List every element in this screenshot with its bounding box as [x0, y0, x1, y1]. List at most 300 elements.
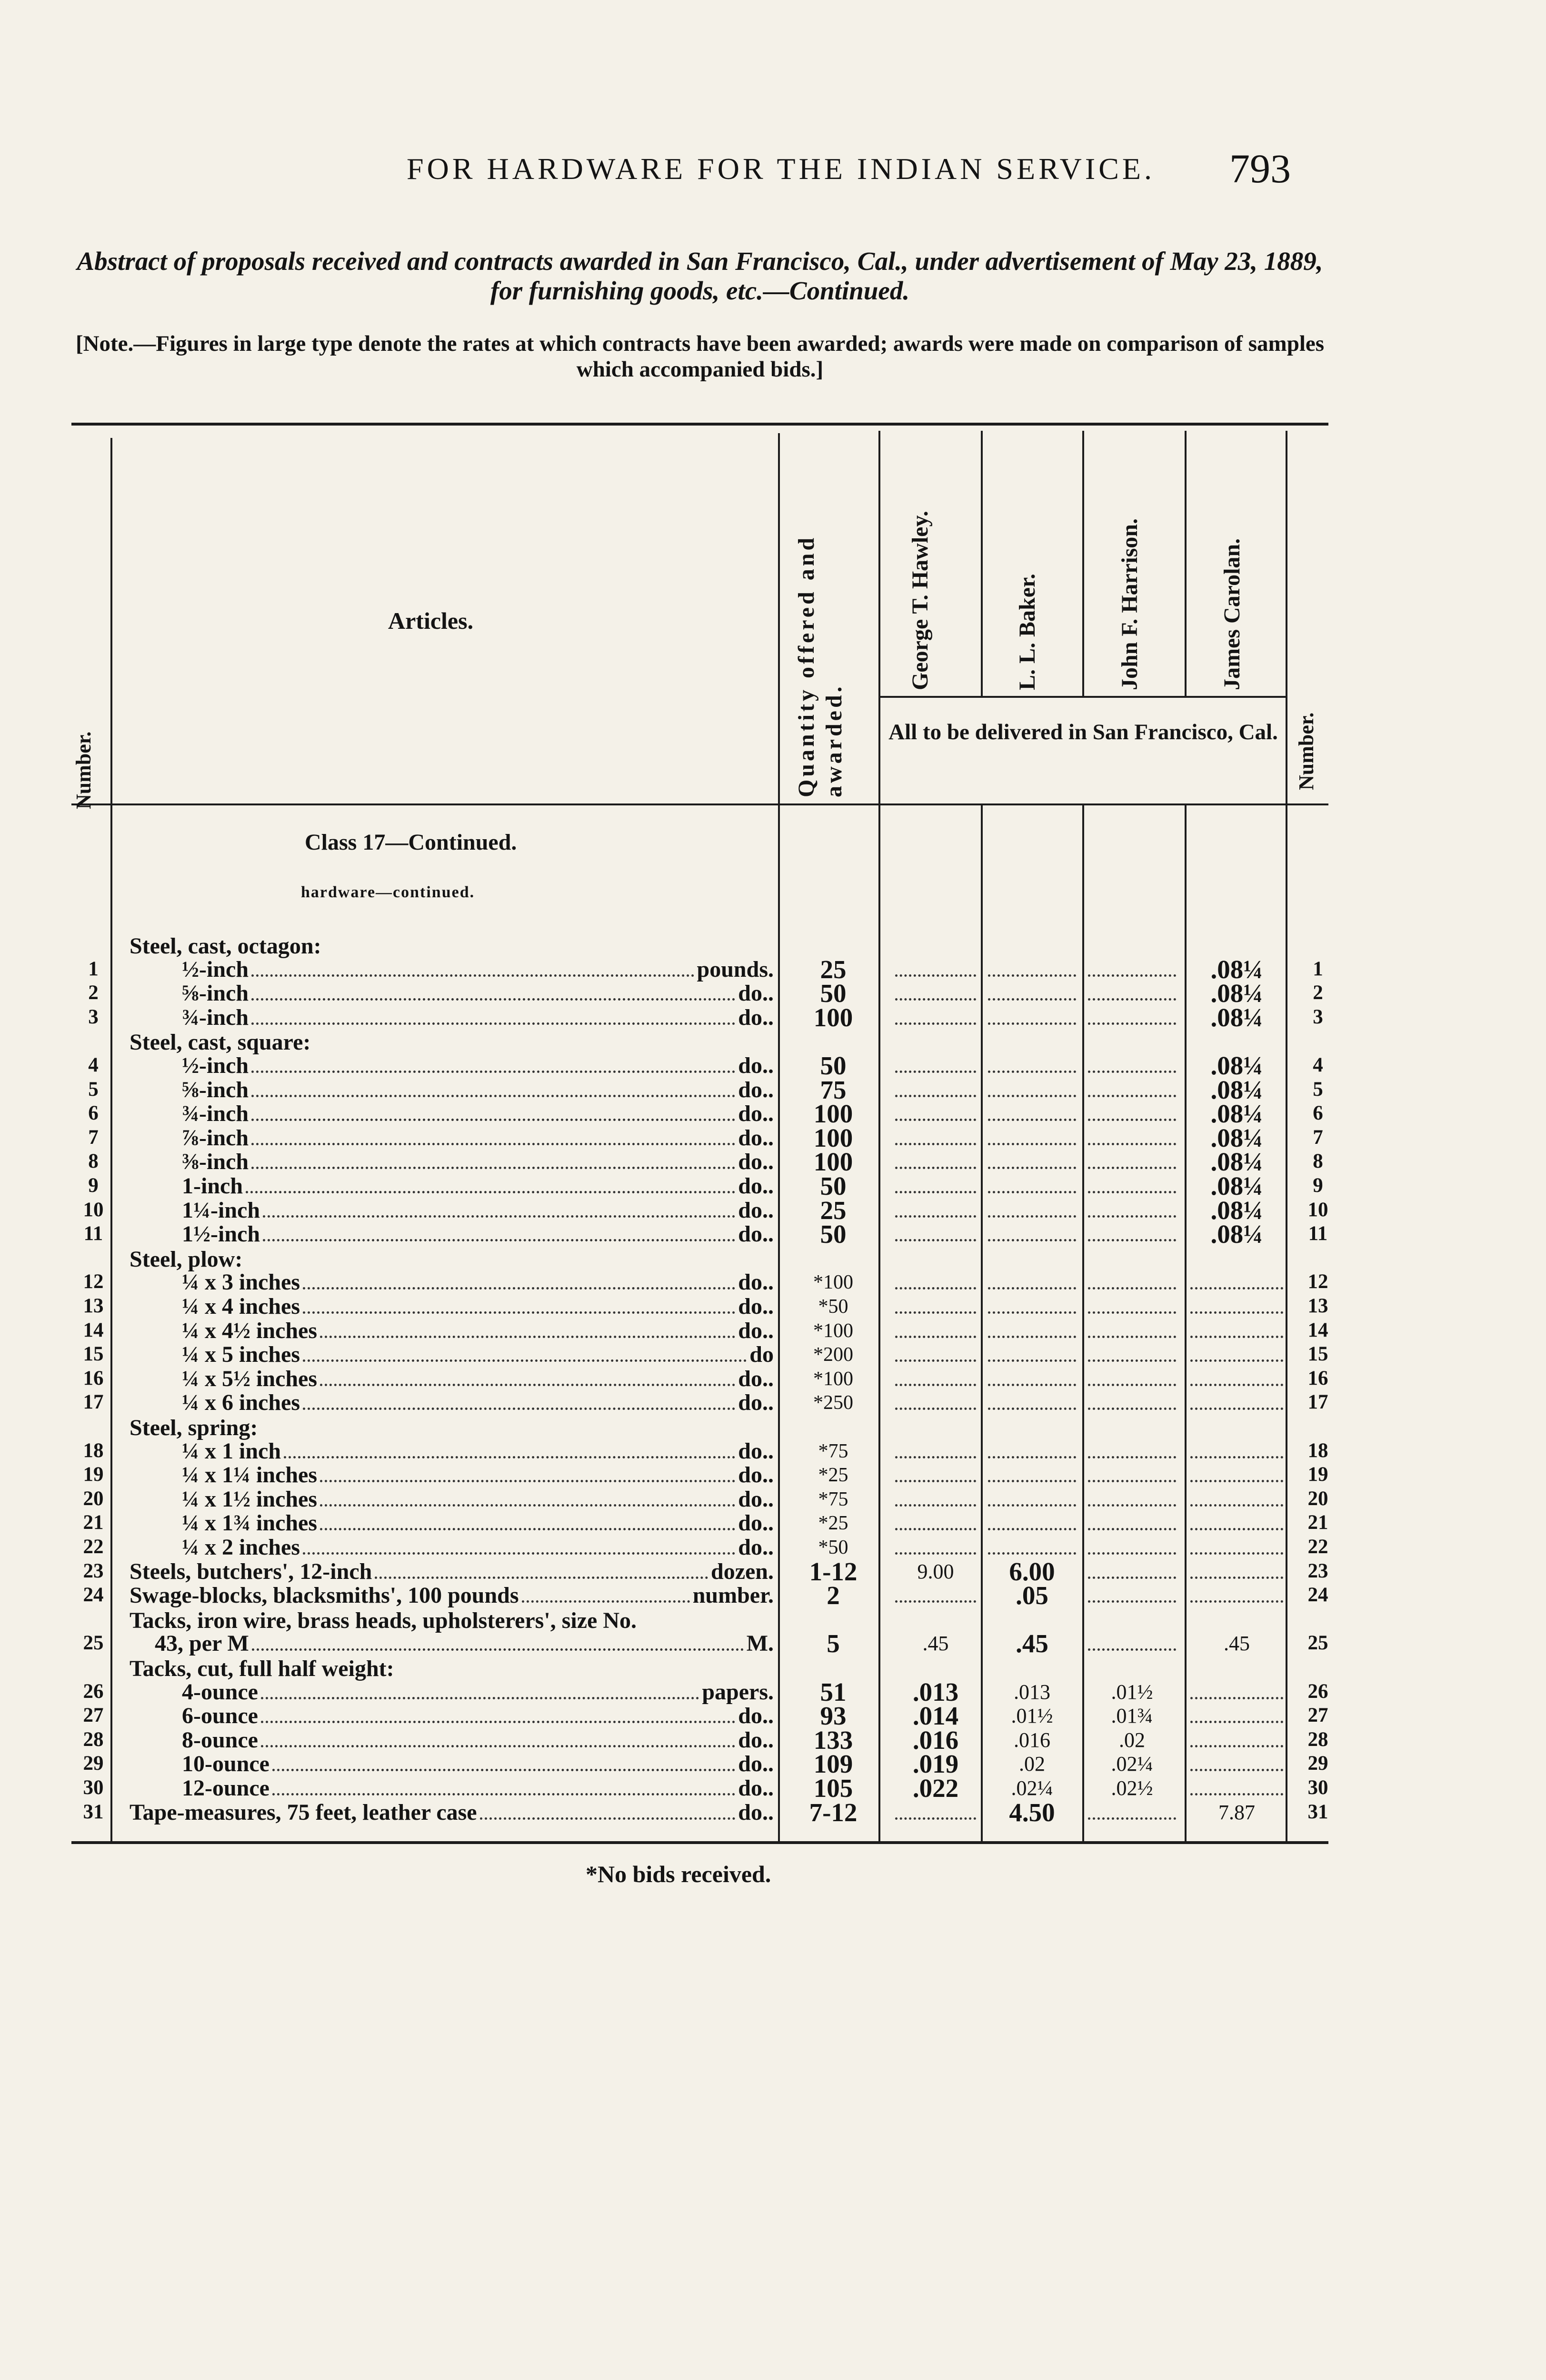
bid-empty-cell: [895, 1405, 976, 1410]
unit-label: M.: [746, 1631, 774, 1656]
article-cell: [182, 1367, 774, 1391]
unit-label: do..: [738, 1511, 774, 1536]
row-number-right: 1: [1313, 958, 1323, 980]
bid-empty-cell: [895, 1597, 976, 1603]
unit-label: do..: [738, 981, 774, 1006]
bid-empty-cell: [895, 1236, 976, 1241]
unit-label: number.: [692, 1583, 774, 1608]
article-cell: [182, 1270, 774, 1295]
quantity-cell: *100: [813, 1320, 853, 1342]
quantity-cell: *100: [813, 1368, 853, 1390]
header-delivery-location: All to be delivered in San Francisco, Cal.: [888, 720, 1278, 744]
row-number: 15: [83, 1343, 104, 1365]
article-name: ¼ x 1½ inches: [182, 1487, 318, 1512]
header-articles: Articles.: [388, 607, 474, 634]
article-name: 8-ounce: [182, 1728, 258, 1753]
row-number: 7: [88, 1126, 99, 1149]
bid-empty-cell: [1190, 1597, 1283, 1603]
article-name: 1¼-inch: [182, 1198, 260, 1223]
bid-empty-cell: [1088, 1646, 1176, 1651]
row-number-right: 7: [1313, 1126, 1323, 1149]
article-cell: [182, 1101, 774, 1126]
row-number-right: 8: [1313, 1150, 1323, 1172]
bid-empty-cell: [895, 1381, 976, 1386]
article-name: ¼ x 5 inches: [182, 1342, 300, 1367]
article-cell: [182, 1776, 774, 1801]
bid-empty-cell: [1088, 1020, 1176, 1025]
row-number-right: 27: [1307, 1704, 1328, 1726]
bid-empty-cell: [895, 1092, 976, 1097]
row-number: 20: [83, 1488, 104, 1510]
quantity-cell: *200: [813, 1344, 853, 1366]
bid-empty-cell: [988, 1477, 1076, 1482]
article-name: ¼ x 5½ inches: [182, 1367, 318, 1391]
article-cell: [182, 1078, 774, 1102]
bid-empty-cell: [1088, 972, 1176, 977]
row-number-right: 22: [1307, 1536, 1328, 1558]
row-number: 19: [83, 1463, 104, 1486]
row-number-right: 21: [1307, 1511, 1328, 1534]
row-number: 4: [88, 1054, 99, 1076]
article-name: ⅝-inch: [182, 1078, 249, 1102]
dot-leader: [261, 1697, 699, 1699]
abstract-heading: Abstract of proposals received and contracts awarded in San Francisco, Cal., under advertisement of May 23, 1889, for furnishing goods, etc.—Continued.: [77, 247, 1323, 305]
row-number-right: 15: [1307, 1343, 1328, 1365]
article-cell: [182, 1439, 774, 1464]
bid-empty-cell: [895, 1212, 976, 1218]
unit-label: do..: [738, 1487, 774, 1512]
award-note: [Note.—Figures in large type denote the rates at which contracts have been awarded; awards were made on comparison of samples which accompanied bids.]: [75, 331, 1325, 382]
unit-label: dozen.: [711, 1559, 774, 1584]
bid-price-cell: .45: [922, 1632, 949, 1655]
bid-empty-cell: [988, 1236, 1076, 1241]
bid-empty-cell: [895, 1453, 976, 1458]
bid-price-cell: .02: [1119, 1728, 1145, 1752]
quantity-cell: 51: [820, 1677, 847, 1706]
bid-empty-cell: [1088, 1068, 1176, 1073]
unit-label: do..: [738, 1319, 774, 1343]
row-number-right: 12: [1307, 1270, 1328, 1293]
bid-empty-cell: [1190, 1381, 1283, 1386]
bid-empty-cell: [895, 1116, 976, 1121]
bid-price-cell: .013: [1014, 1680, 1050, 1704]
row-number: 31: [83, 1801, 104, 1823]
column-rule: [1082, 805, 1084, 1841]
row-number-right: 16: [1307, 1367, 1328, 1389]
unit-label: do..: [738, 1704, 774, 1728]
bid-price-cell: .02½: [1111, 1776, 1153, 1800]
article-name: ¼ x 3 inches: [182, 1270, 300, 1295]
dot-leader: [303, 1311, 735, 1314]
unit-label: do..: [738, 1535, 774, 1560]
article-cell: [182, 1728, 774, 1753]
bid-empty-cell: [988, 1140, 1076, 1145]
bid-price-cell: 9.00: [917, 1560, 954, 1583]
bid-price-cell: .08¼: [1210, 1003, 1263, 1032]
bid-price-cell: .016: [912, 1726, 959, 1755]
column-rule: [1082, 431, 1084, 696]
unit-label: pounds.: [697, 957, 774, 982]
bid-empty-cell: [988, 1525, 1076, 1530]
article-cell: [182, 1319, 774, 1343]
bid-price-cell: .016: [1014, 1728, 1050, 1752]
dot-leader: [251, 974, 694, 977]
bid-empty-cell: [988, 1020, 1076, 1025]
row-number: 26: [83, 1680, 104, 1703]
bid-empty-cell: [988, 1284, 1076, 1289]
bid-price-cell: .08¼: [1210, 1123, 1263, 1152]
quantity-cell: 109: [813, 1749, 853, 1778]
dot-leader: [320, 1480, 735, 1482]
group-heading: Steel, plow:: [130, 1247, 243, 1272]
bid-empty-cell: [1190, 1549, 1283, 1555]
bid-empty-cell: [1088, 1597, 1176, 1603]
bid-empty-cell: [988, 1501, 1076, 1507]
page-number: 793: [1229, 146, 1291, 191]
bid-empty-cell: [1088, 1092, 1176, 1097]
table-top-rule: [71, 423, 1328, 426]
unit-label: do..: [738, 1270, 774, 1295]
article-cell: [182, 1487, 774, 1512]
bid-empty-cell: [988, 1453, 1076, 1458]
unit-label: do..: [738, 1174, 774, 1199]
quantity-cell: 75: [820, 1075, 847, 1104]
bid-empty-cell: [895, 1309, 976, 1314]
group-heading: Steel, cast, octagon:: [130, 933, 321, 959]
bid-empty-cell: [988, 1549, 1076, 1555]
quantity-cell: 100: [813, 1147, 853, 1176]
dot-leader: [251, 1119, 735, 1121]
dot-leader: [252, 1648, 744, 1651]
row-number: 5: [88, 1078, 99, 1101]
quantity-cell: 100: [813, 1099, 853, 1128]
row-number-right: 26: [1307, 1680, 1328, 1703]
quantity-cell: *75: [818, 1488, 848, 1510]
quantity-cell: 25: [820, 955, 847, 984]
quantity-cell: *50: [818, 1296, 848, 1318]
dot-leader: [284, 1456, 735, 1458]
row-number-right: 20: [1307, 1488, 1328, 1510]
row-number: 18: [83, 1439, 104, 1462]
bid-empty-cell: [1088, 1164, 1176, 1169]
article-cell: [182, 1463, 774, 1488]
unit-label: do..: [738, 1439, 774, 1464]
group-heading: Tacks, cut, full half weight:: [130, 1656, 394, 1681]
bid-empty-cell: [1088, 1116, 1176, 1121]
unit-label: do..: [738, 1776, 774, 1801]
row-number: 30: [83, 1776, 104, 1799]
quantity-cell: *75: [818, 1440, 848, 1462]
column-rule: [1286, 431, 1287, 1841]
bid-price-cell: .08¼: [1210, 979, 1263, 1008]
article-name: 12-ounce: [182, 1776, 269, 1801]
article-cell: [182, 1390, 774, 1415]
bid-empty-cell: [1190, 1405, 1283, 1410]
bid-price-cell: 6.00: [1009, 1557, 1055, 1586]
dot-leader: [303, 1552, 735, 1555]
article-name: ¼ x 1¼ inches: [182, 1463, 318, 1488]
bid-empty-cell: [1088, 1236, 1176, 1241]
dot-leader: [320, 1336, 735, 1338]
row-number-right: 24: [1307, 1584, 1328, 1606]
row-number-right: 11: [1308, 1222, 1328, 1245]
article-cell: [155, 1631, 774, 1656]
bid-price-cell: .08¼: [1210, 1171, 1263, 1200]
article-cell: [182, 1752, 774, 1776]
bid-empty-cell: [1088, 1333, 1176, 1338]
bid-price-cell: .01½: [1111, 1680, 1153, 1704]
bid-empty-cell: [1190, 1333, 1283, 1338]
bid-price-cell: .013: [912, 1677, 959, 1706]
bid-empty-cell: [988, 1381, 1076, 1386]
bid-price-cell: 4.50: [1009, 1798, 1055, 1827]
quantity-cell: *250: [813, 1392, 853, 1414]
bid-price-cell: .45: [1224, 1632, 1250, 1655]
article-name: 1-inch: [182, 1174, 243, 1199]
row-number: 11: [83, 1222, 103, 1245]
article-cell: [182, 1342, 774, 1367]
article-cell: [182, 1511, 774, 1536]
quantity-cell: 50: [820, 1171, 847, 1200]
dot-leader: [303, 1408, 735, 1410]
header-bidder-harrison: John F. Harrison.: [1117, 518, 1142, 690]
bid-price-cell: .08¼: [1210, 1147, 1263, 1176]
bid-empty-cell: [988, 1092, 1076, 1097]
quantity-cell: 50: [820, 979, 847, 1008]
article-name: ½-inch: [182, 1053, 249, 1078]
row-number-right: 19: [1307, 1463, 1328, 1486]
dot-leader: [251, 1022, 735, 1025]
article-cell: [182, 1535, 774, 1560]
bid-empty-cell: [988, 1333, 1076, 1338]
article-name: 4-ounce: [182, 1680, 258, 1705]
unit-label: do..: [738, 1752, 774, 1776]
bid-empty-cell: [895, 1549, 976, 1555]
class-title-text: Class 17—Continued.: [305, 830, 517, 855]
article-cell: [182, 1222, 774, 1247]
bid-empty-cell: [895, 1815, 976, 1820]
article-name: ⅜-inch: [182, 1150, 249, 1174]
row-number: 17: [83, 1391, 104, 1413]
row-number-right: 17: [1307, 1391, 1328, 1413]
quantity-cell: *25: [818, 1464, 848, 1486]
unit-label: do..: [738, 1367, 774, 1391]
bid-empty-cell: [895, 995, 976, 1001]
bid-empty-cell: [988, 995, 1076, 1001]
article-name: Steels, butchers', 12-inch: [130, 1559, 372, 1584]
article-cell: [182, 981, 774, 1006]
bid-empty-cell: [1088, 1549, 1176, 1555]
article-cell: [182, 1150, 774, 1174]
row-number: 6: [88, 1102, 99, 1124]
bid-empty-cell: [988, 1068, 1076, 1073]
article-name: ¾-inch: [182, 1005, 249, 1030]
bid-empty-cell: [1088, 1309, 1176, 1314]
row-number: 9: [88, 1174, 99, 1197]
dot-leader: [251, 1095, 735, 1097]
article-name: ¼ x 4 inches: [182, 1294, 300, 1319]
row-number-right: 14: [1307, 1319, 1328, 1341]
row-number: 8: [88, 1150, 99, 1172]
article-name: ¾-inch: [182, 1101, 249, 1126]
row-number-right: 5: [1313, 1078, 1323, 1101]
bid-empty-cell: [895, 1188, 976, 1193]
article-cell: [182, 1680, 774, 1705]
unit-label: do..: [738, 1390, 774, 1415]
article-cell: [130, 1583, 774, 1608]
unit-label: do..: [738, 1126, 774, 1150]
bid-empty-cell: [1088, 1405, 1176, 1410]
bid-empty-cell: [988, 1357, 1076, 1362]
unit-label: do..: [738, 1800, 774, 1825]
unit-label: do..: [738, 1222, 774, 1247]
article-name: 10-ounce: [182, 1752, 269, 1776]
quantity-cell: 5: [827, 1629, 840, 1658]
unit-label: papers.: [702, 1680, 774, 1705]
bid-price-cell: .08¼: [1210, 1051, 1263, 1080]
article-cell: [182, 957, 774, 982]
quantity-cell: 50: [820, 1051, 847, 1080]
bid-price-cell: 7.87: [1218, 1801, 1255, 1824]
bidder-name-rule: [880, 696, 1287, 698]
bid-price-cell: .01½: [1011, 1704, 1053, 1727]
quantity-cell: 1-12: [809, 1557, 858, 1586]
article-name: ¼ x 2 inches: [182, 1535, 300, 1560]
bid-empty-cell: [895, 1164, 976, 1169]
dot-leader: [272, 1769, 735, 1771]
row-number: 24: [83, 1584, 104, 1606]
unit-label: do: [749, 1342, 774, 1367]
bid-empty-cell: [1190, 1790, 1283, 1795]
article-cell: [182, 1174, 774, 1199]
article-name: ¼ x 6 inches: [182, 1390, 300, 1415]
bid-empty-cell: [988, 1188, 1076, 1193]
article-cell: [182, 1704, 774, 1728]
article-cell: [182, 1053, 774, 1078]
article-cell: [182, 1198, 774, 1223]
dot-leader: [522, 1600, 690, 1603]
bid-empty-cell: [1088, 1188, 1176, 1193]
article-cell: [182, 1005, 774, 1030]
article-name: ⅞-inch: [182, 1126, 249, 1150]
unit-label: do..: [738, 1053, 774, 1078]
dot-leader: [251, 1167, 735, 1169]
article-name: ½-inch: [182, 957, 249, 982]
dot-leader: [246, 1191, 735, 1193]
bid-price-cell: .014: [912, 1701, 959, 1730]
bid-empty-cell: [1190, 1525, 1283, 1530]
bid-empty-cell: [1088, 1815, 1176, 1820]
dot-leader: [320, 1504, 735, 1507]
bid-empty-cell: [988, 1405, 1076, 1410]
article-continuation: Tacks, iron wire, brass heads, upholsterers', size No.: [130, 1608, 637, 1633]
dot-leader: [375, 1577, 708, 1579]
quantity-cell: *100: [813, 1271, 853, 1293]
row-number: 10: [83, 1199, 104, 1221]
bid-price-cell: .02: [1019, 1752, 1045, 1775]
row-number: 13: [83, 1295, 104, 1317]
bid-empty-cell: [1190, 1284, 1283, 1289]
dot-leader: [480, 1817, 736, 1820]
bid-empty-cell: [895, 972, 976, 977]
row-number: 14: [83, 1319, 104, 1341]
bid-price-cell: .08¼: [1210, 1196, 1263, 1225]
header-bidder-hawley: George T. Hawley.: [908, 511, 933, 690]
article-name: ⅝-inch: [182, 981, 249, 1006]
bid-empty-cell: [1088, 1453, 1176, 1458]
bid-empty-cell: [1088, 1357, 1176, 1362]
article-name: 43, per M: [155, 1631, 249, 1656]
row-number-right: 30: [1307, 1776, 1328, 1799]
bid-empty-cell: [895, 1477, 976, 1482]
header-bidder-carolan: James Carolan.: [1219, 538, 1245, 690]
bid-empty-cell: [895, 1357, 976, 1362]
bid-empty-cell: [1088, 1501, 1176, 1507]
dot-leader: [261, 1721, 735, 1723]
bid-price-cell: .08¼: [1210, 1075, 1263, 1104]
row-number-right: 10: [1307, 1199, 1328, 1221]
column-rule: [1185, 431, 1187, 696]
bid-empty-cell: [1190, 1309, 1283, 1314]
row-number: 12: [83, 1270, 104, 1293]
bid-empty-cell: [895, 1525, 976, 1530]
running-head: FOR HARDWARE FOR THE INDIAN SERVICE.: [407, 152, 1155, 186]
bid-empty-cell: [1190, 1766, 1283, 1771]
quantity-cell: 25: [820, 1196, 847, 1225]
bid-empty-cell: [1190, 1453, 1283, 1458]
row-number: 21: [83, 1511, 104, 1534]
bid-empty-cell: [1088, 1477, 1176, 1482]
column-rule: [981, 805, 983, 1841]
bid-empty-cell: [1088, 995, 1176, 1001]
quantity-cell: 105: [813, 1774, 853, 1803]
table-bottom-rule: [71, 1841, 1328, 1844]
row-number-right: 6: [1313, 1102, 1323, 1124]
dot-leader: [251, 1143, 735, 1145]
bid-empty-cell: [895, 1020, 976, 1025]
unit-label: do..: [738, 1728, 774, 1753]
article-name: ¼ x 4½ inches: [182, 1319, 318, 1343]
bid-price-cell: .019: [912, 1749, 959, 1778]
column-rule: [1185, 805, 1187, 1841]
row-number-right: 4: [1313, 1054, 1323, 1076]
bid-empty-cell: [1190, 1501, 1283, 1507]
bid-empty-cell: [1088, 1284, 1176, 1289]
row-number: 28: [83, 1728, 104, 1751]
unit-label: do..: [738, 1294, 774, 1319]
row-number-right: 25: [1307, 1632, 1328, 1654]
unit-label: do..: [738, 1101, 774, 1126]
bid-empty-cell: [988, 1309, 1076, 1314]
bid-price-cell: .02¼: [1011, 1776, 1053, 1800]
column-rule: [778, 433, 780, 1841]
dot-leader: [320, 1528, 735, 1530]
class-subtitle-text: hardware—continued.: [301, 883, 475, 901]
row-number-right: 2: [1313, 982, 1323, 1004]
bid-empty-cell: [988, 1116, 1076, 1121]
bid-empty-cell: [1088, 1525, 1176, 1530]
bid-empty-cell: [1190, 1694, 1283, 1699]
bid-price-cell: .022: [912, 1774, 959, 1803]
bid-empty-cell: [988, 1212, 1076, 1218]
article-name: 6-ounce: [182, 1704, 258, 1728]
unit-label: do..: [738, 1150, 774, 1174]
header-number-right: Number.: [1295, 712, 1318, 790]
bid-empty-cell: [895, 1501, 976, 1507]
bid-price-cell: .01¾: [1111, 1704, 1153, 1727]
bid-empty-cell: [988, 1164, 1076, 1169]
article-cell: [130, 1800, 774, 1825]
